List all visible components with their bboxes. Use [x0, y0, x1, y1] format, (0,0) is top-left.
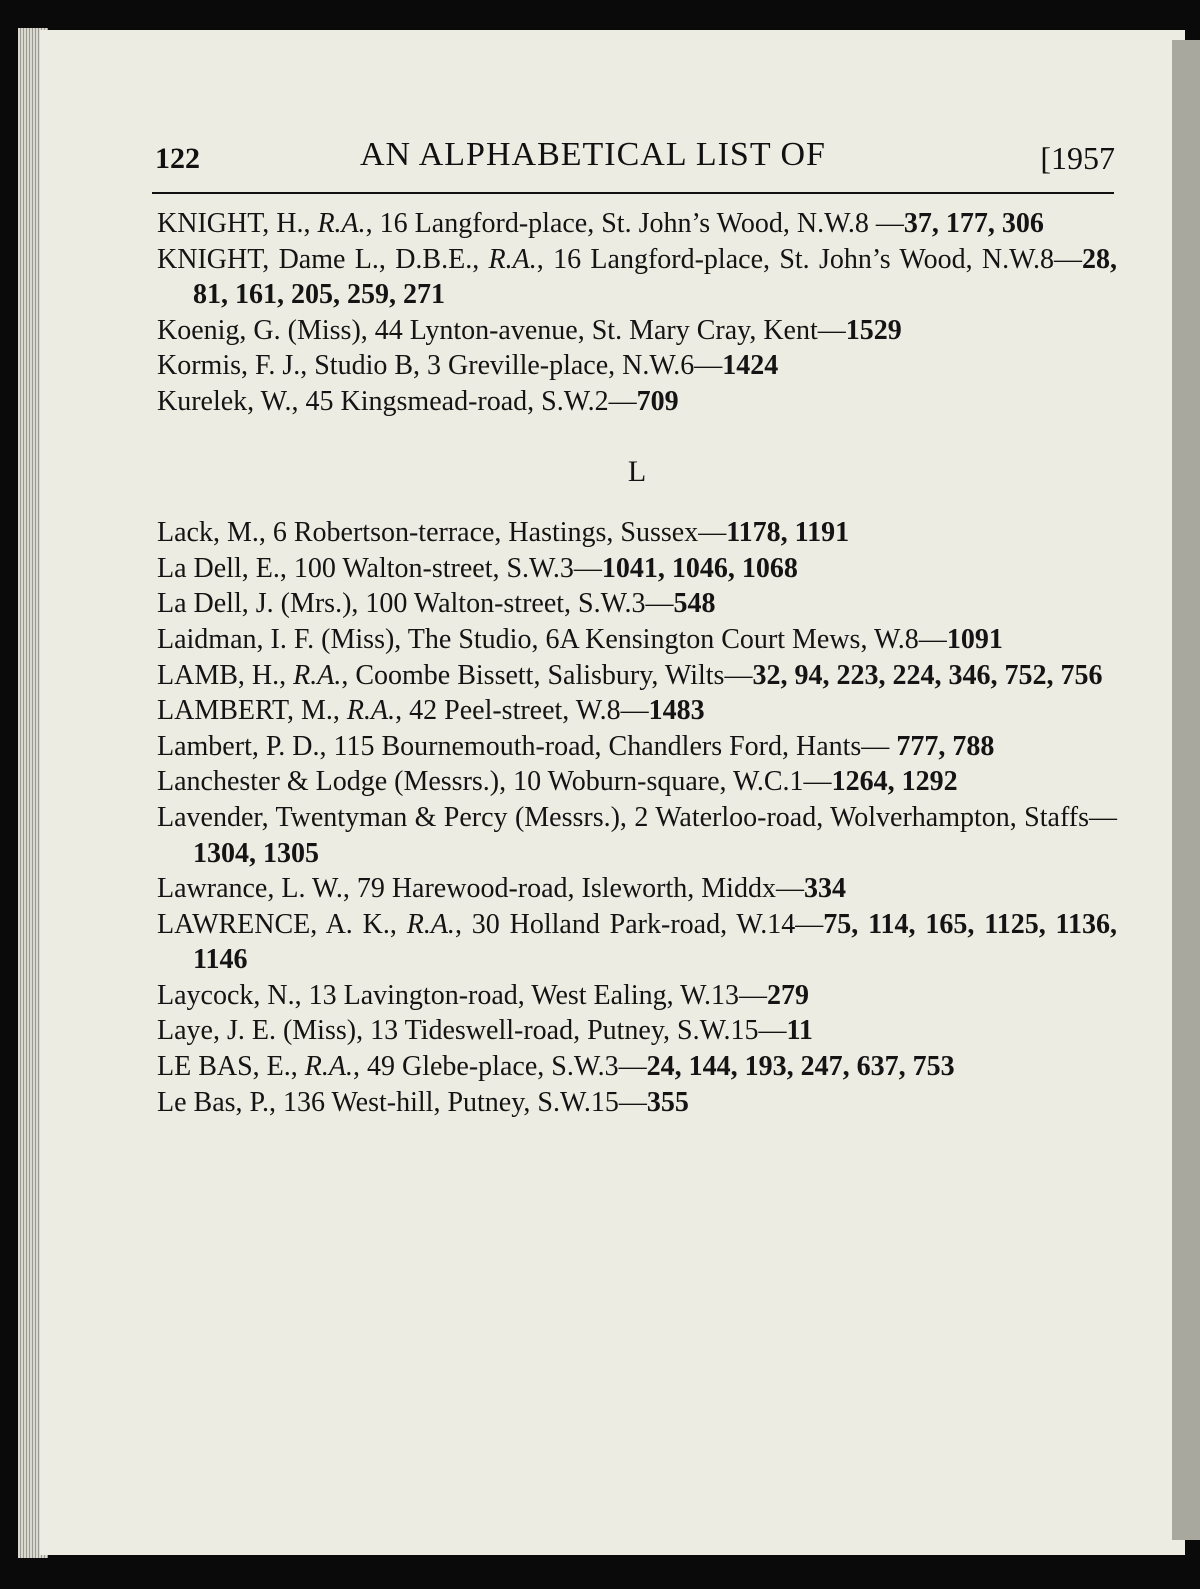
entry-name: Laye, J. E. (Miss), — [157, 1015, 364, 1047]
entry-exhibit-numbers: 1178, 1191 — [726, 517, 850, 549]
header-rule — [152, 192, 1114, 194]
entry-exhibit-numbers: 1424 — [722, 350, 779, 382]
entry-exhibit-numbers: 709 — [636, 385, 679, 417]
list-entry — [157, 242, 1117, 313]
entry-exhibit-numbers: 1091 — [946, 623, 1003, 655]
entry-exhibit-numbers: 1529 — [845, 314, 902, 346]
entry-address: 100 Walton-street, S.W.3— — [358, 588, 674, 620]
entry-exhibit-numbers: 1483 — [648, 695, 705, 727]
entry-exhibit-numbers: 334 — [803, 873, 846, 905]
entry-address: 45 Kingsmead-road, S.W.2— — [298, 385, 637, 417]
entry-name: Lack, M., — [157, 517, 266, 549]
entry-name: LE BAS, E., — [157, 1051, 298, 1083]
entry-name: La Dell, E., — [157, 552, 287, 584]
entry-name: Lambert, P. D., — [157, 730, 327, 762]
entry-address: The Studio, 6A Kensington Court Mews, W.8— — [401, 623, 947, 655]
page-title: AN ALPHABETICAL LIST OF — [360, 136, 826, 173]
list-entry — [157, 729, 1117, 765]
entry-exhibit-numbers: 24, 144, 193, 247, 637, 753 — [646, 1051, 955, 1083]
entry-ra-title: R.A. — [488, 243, 537, 275]
list-entry — [157, 693, 1117, 729]
entry-name: LAMB, H., — [157, 659, 287, 691]
list-entry — [157, 764, 1117, 800]
list-entry — [157, 313, 1117, 349]
entry-name: LAWRENCE, A. K., — [157, 908, 397, 940]
entry-exhibit-numbers: 28, 81, 161, 205, 259, 271 — [193, 243, 1118, 311]
entry-exhibit-numbers: 11 — [786, 1015, 813, 1047]
list-entry — [157, 551, 1117, 587]
running-header — [155, 136, 1115, 180]
entry-exhibit-numbers: 279 — [767, 979, 809, 1011]
entry-name: Laidman, I. F. (Miss), — [157, 623, 402, 655]
entry-name: Le Bas, P., — [157, 1086, 276, 1118]
entry-exhibit-numbers: 32, 94, 223, 224, 346, 752, 756 — [752, 659, 1103, 691]
entry-ra-title: R.A. — [317, 208, 366, 239]
entry-exhibit-numbers: 37, 177, 306 — [903, 208, 1044, 239]
entry-address: 136 West-hill, Putney, S.W.15— — [276, 1086, 647, 1118]
list-entry — [157, 586, 1117, 622]
entry-ra-title: R.A. — [293, 659, 342, 691]
entry-address: , 42 Peel-street, W.8— — [395, 695, 649, 727]
entry-ra-title: R.A. — [406, 908, 455, 940]
list-entry — [157, 907, 1117, 978]
entry-address: , 49 Glebe-place, S.W.3— — [353, 1051, 647, 1083]
entry-exhibit-numbers: 355 — [646, 1086, 689, 1118]
list-entry — [157, 800, 1117, 871]
entry-address: , Coombe Bissett, Salisbury, Wilts— — [341, 659, 753, 691]
entry-address: , 30 Holland Park-road, W.14— — [454, 908, 824, 940]
entry-name: Koenig, G. (Miss), — [157, 314, 368, 346]
list-entry — [157, 515, 1117, 551]
section-heading-l: L — [627, 454, 647, 488]
entry-address: 44 Lynton-avenue, St. Mary Cray, Kent— — [367, 314, 846, 346]
entry-name: LAMBERT, M., — [157, 695, 340, 727]
entry-address: 10 Woburn-square, W.C.1— — [506, 766, 832, 798]
list-entry — [157, 1085, 1117, 1121]
header-year: [1957 — [1040, 140, 1115, 176]
entry-address: , 16 Langford-place, St. John’s Wood, N.W.8 — — [365, 208, 904, 239]
entry-list — [157, 206, 1117, 1120]
entry-name: Laycock, N., — [157, 979, 302, 1011]
entry-name: Kormis, F. J., — [157, 350, 308, 382]
entry-address: Studio B, 3 Greville-place, N.W.6— — [307, 350, 723, 382]
entry-name: KNIGHT, H., — [157, 208, 311, 239]
entry-name: Kurelek, W., — [157, 385, 299, 417]
entry-address: 13 Lavington-road, West Ealing, W.13— — [301, 979, 767, 1011]
entry-ra-title: R.A. — [346, 695, 396, 727]
entry-name: Lawrance, L. W., — [157, 873, 350, 905]
entry-exhibit-numbers: 75, 114, 165, 1125, 1136, 1146 — [193, 908, 1117, 976]
list-entry — [157, 348, 1117, 384]
entries-k — [157, 206, 1117, 420]
entry-address: 13 Tideswell-road, Putney, S.W.15— — [363, 1015, 787, 1047]
entry-name: Lanchester & Lodge (Messrs.), — [157, 766, 507, 798]
entry-address: 2 Waterloo-road, Wolverhampton, Staffs— — [626, 801, 1117, 833]
entry-address: 6 Robertson-terrace, Hastings, Sussex— — [265, 517, 727, 549]
entry-ra-title: R.A. — [304, 1051, 353, 1083]
entry-exhibit-numbers: 1264, 1292 — [831, 766, 958, 798]
entry-address: 79 Harewood-road, Isleworth, Middx— — [349, 873, 804, 905]
list-entry — [157, 1049, 1117, 1085]
list-entry — [157, 622, 1117, 658]
list-entry — [157, 384, 1117, 420]
entry-address: 115 Bournemouth-road, Chandlers Ford, Hants— — [326, 730, 897, 762]
entry-name: Lavender, Twentyman & Percy (Messrs.), — [157, 801, 627, 833]
list-entry — [157, 658, 1117, 694]
entry-address: 100 Walton-street, S.W.3— — [286, 552, 602, 584]
list-entry — [157, 978, 1117, 1014]
entry-exhibit-numbers: 1304, 1305 — [193, 837, 319, 869]
entry-exhibit-numbers: 777, 788 — [896, 730, 995, 762]
entry-name: La Dell, J. (Mrs.), — [157, 588, 359, 620]
page-number: 122 — [155, 142, 200, 175]
entry-name: KNIGHT, Dame L., D.B.E., — [157, 243, 480, 275]
entry-address: , 16 Langford-place, St. John’s Wood, N.W.8— — [536, 243, 1083, 275]
entries-l — [157, 515, 1117, 1120]
facing-page-edge — [1172, 40, 1200, 1540]
entry-exhibit-numbers: 548 — [673, 588, 716, 620]
list-entry — [157, 871, 1117, 907]
list-entry — [157, 1013, 1117, 1049]
list-entry — [157, 206, 1117, 242]
entry-exhibit-numbers: 1041, 1046, 1068 — [601, 552, 798, 584]
